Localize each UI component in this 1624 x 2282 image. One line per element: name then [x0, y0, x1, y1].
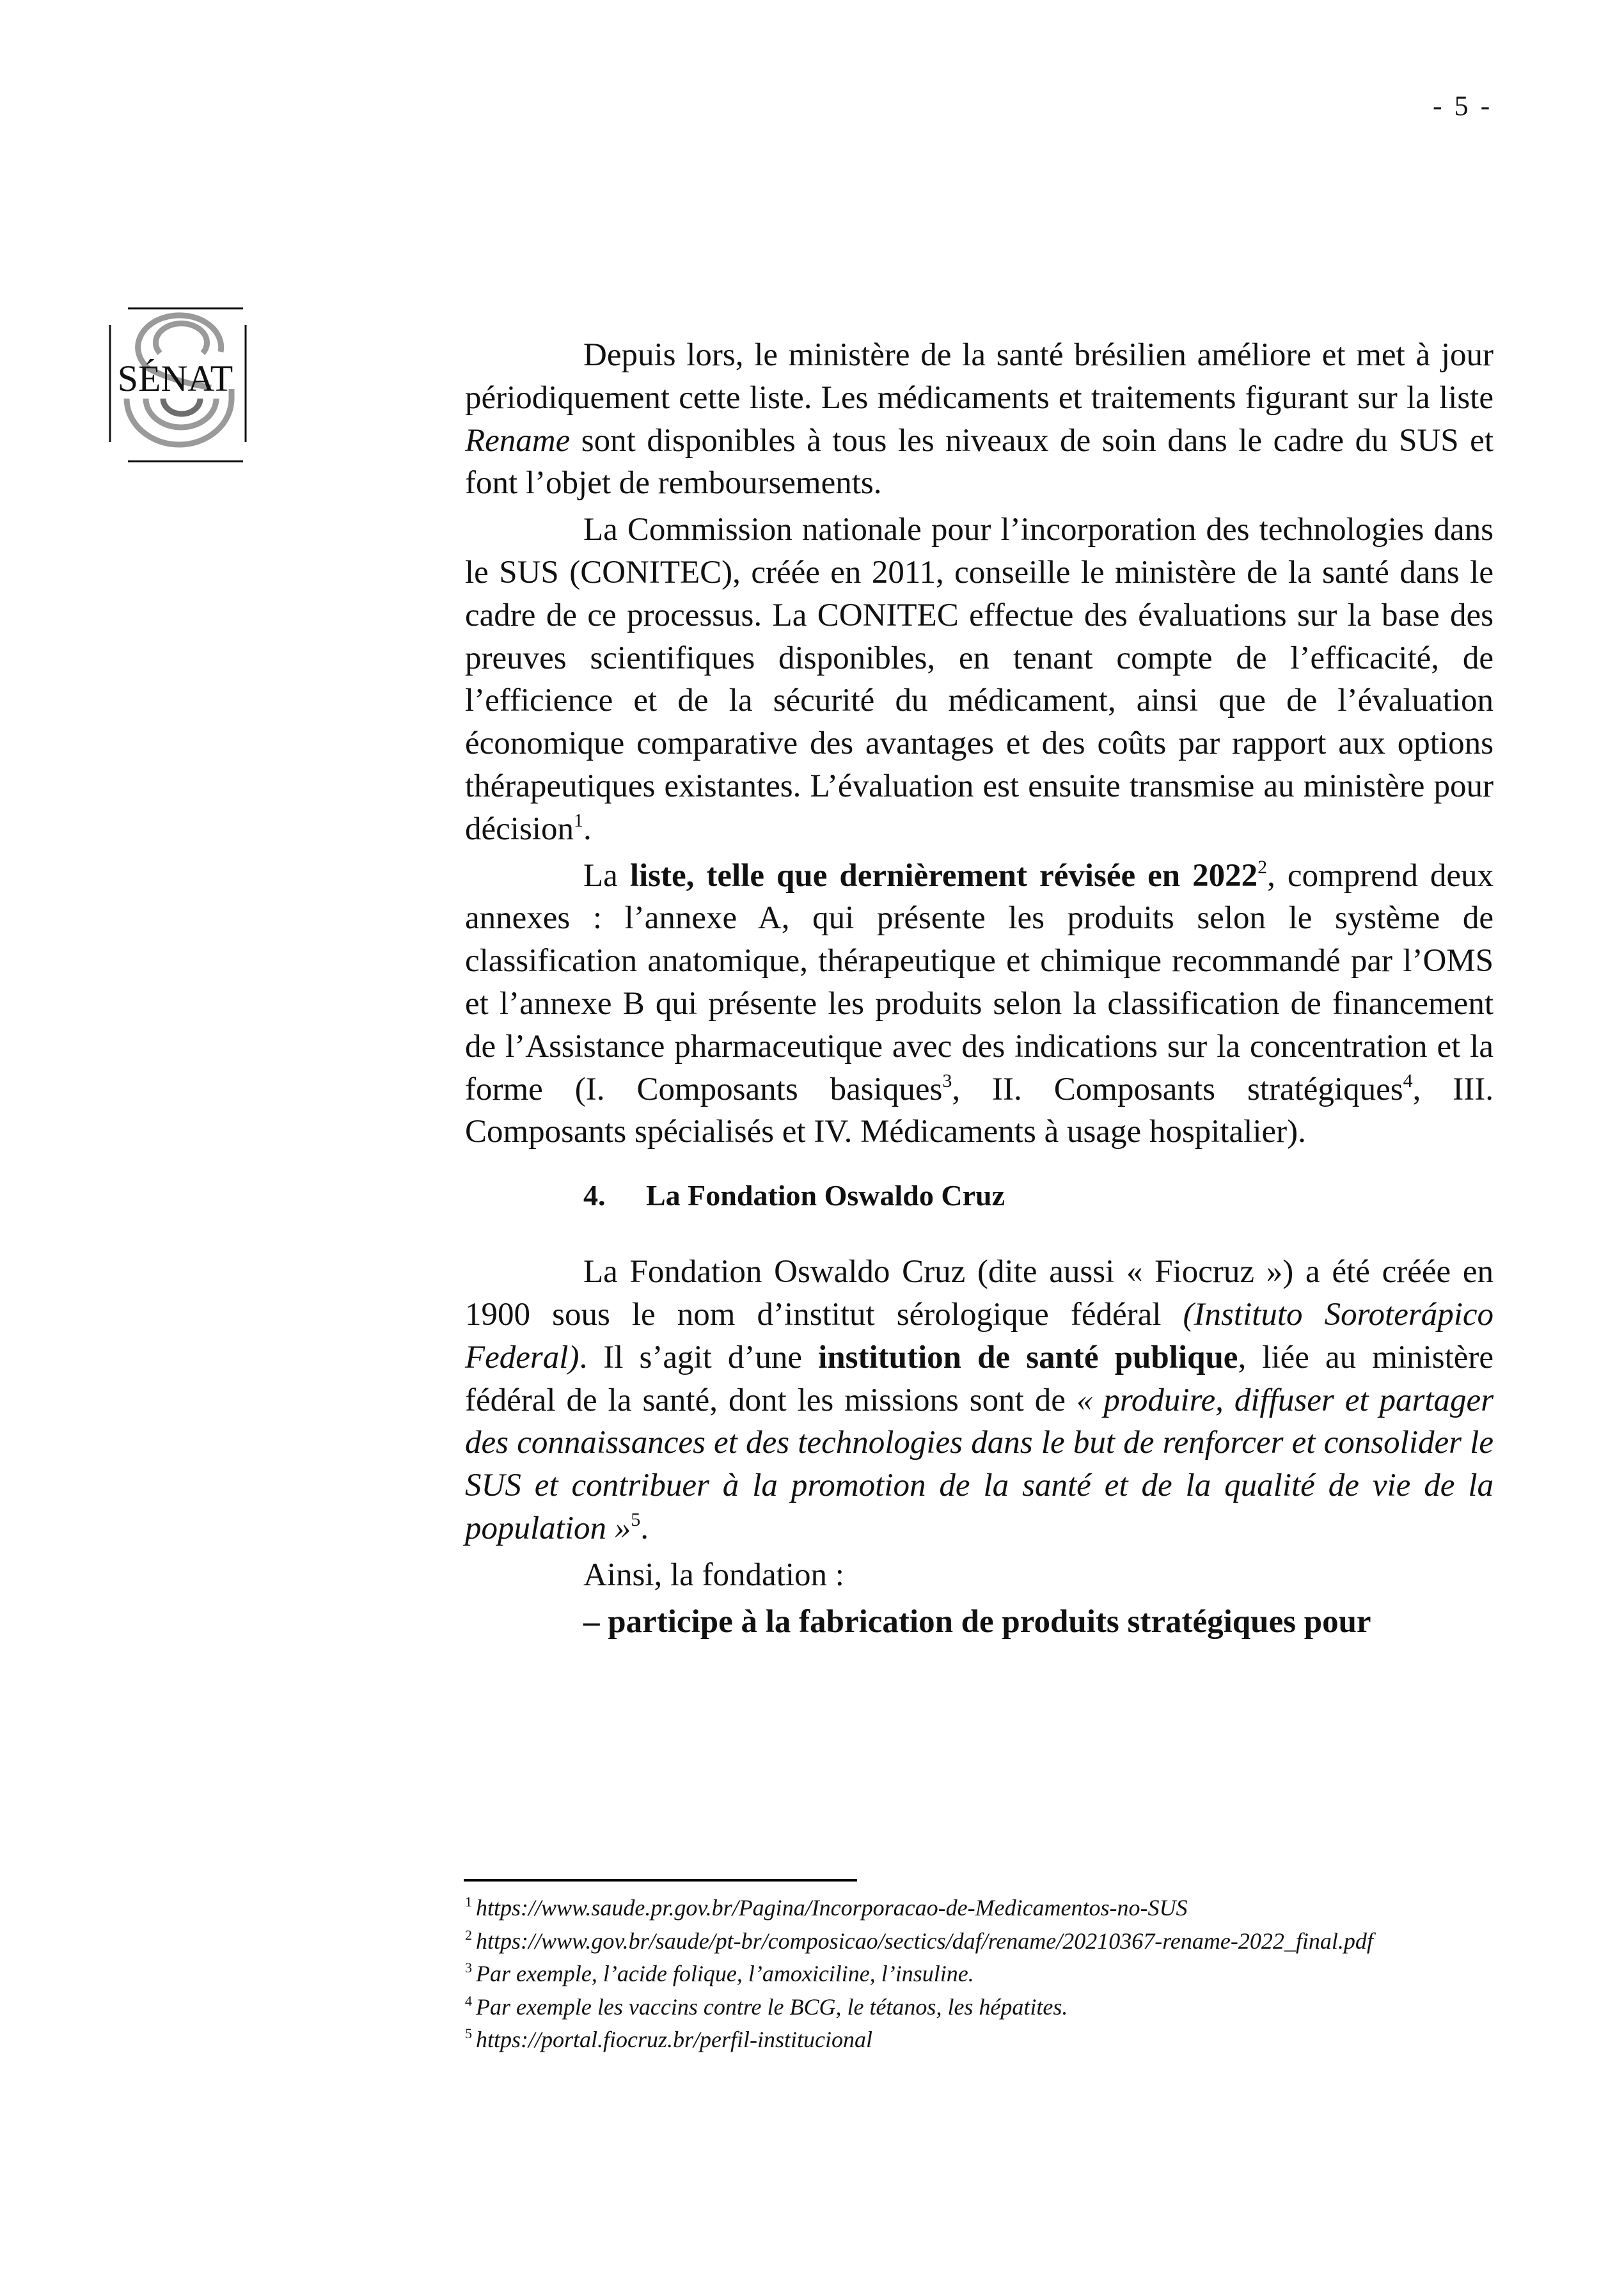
paragraph-rename-list: Depuis lors, le ministère de la santé brésilien améliore et met à jour périodiquement cette liste. Les médicaments et traitements figurant sur la liste Rename sont disponibles à tous les niveaux de soin dans le cadre du SUS et font l’objet de remboursements. [465, 337, 1494, 502]
footnote-4: $^4$ Par exemple les vaccins contre le BCG, le tétanos, les hépatites. [465, 1992, 1068, 2020]
paragraph-ainsi: Ainsi, la fondation : [583, 1557, 844, 1593]
italic-mission-quote: « produire, diffuser et partager des connaissances et des technologies dans le but de renforcer et consolider le SUS et contribuer à la promotion de la santé et de la qualité de vie de la population » [465, 1382, 1494, 1546]
footnotes [465, 1892, 1501, 2057]
footnote-2: $^2$ https://www.gov.br/saude/pt-br/composicao/sectics/daf/rename/20210367-rename-2022_final.pdf [465, 1926, 1373, 1954]
footnote-ref-1[interactable]: 1 [573, 809, 583, 831]
footnote-ref-2[interactable]: 2 [1257, 856, 1268, 878]
senat-logo [96, 306, 251, 466]
footnote-ref-5[interactable]: 5 [631, 1509, 641, 1530]
bullet-item-1: – participe à la fabrication de produits stratégiques pour [583, 1603, 1371, 1640]
section-number: 4. [583, 1179, 606, 1212]
footnote-link-5[interactable]: https://portal.fiocruz.br/perfil-institucional [476, 2027, 873, 2052]
page-number: - 5 - [1433, 90, 1493, 122]
footnote-link-1[interactable]: https://www.saude.pr.gov.br/Pagina/Incorporacao-de-Medicamentos-no-SUS [476, 1895, 1188, 1921]
footnote-ref-4[interactable]: 4 [1403, 1070, 1413, 1091]
footnote-5: $^5$ https://portal.fiocruz.br/perfil-institucional [465, 2025, 873, 2052]
bold-institution: institution de santé publique [818, 1339, 1238, 1375]
italic-rename: Rename [465, 422, 571, 459]
paragraph-fiocruz: La Fondation Oswaldo Cruz (dite aussi « Fiocruz ») a été créée en 1900 sous le nom d’institut sérologique fédéral (Instituto Soroterápico Federal). Il s’agit d’une institution de santé publique, liée au ministère fédéral de la santé, dont les missions sont de « produire, diffuser et partager des connaissances et des technologies dans le but de renforcer et consolider le SUS et contribuer à la promotion de la santé et de la qualité de vie de la population »$^5$. [465, 1254, 1494, 1546]
document-body [465, 334, 1494, 1643]
bold-list-revision: liste, telle que dernièrement révisée en 2022 [629, 857, 1258, 894]
footnote-3: $^3$ Par exemple, l’acide folique, l’amoxiciline, l’insuline. [465, 1960, 974, 1986]
footnote-ref-3[interactable]: 3 [942, 1070, 952, 1091]
footnote-separator [464, 1879, 857, 1882]
section-title: La Fondation Oswaldo Cruz [646, 1179, 1005, 1212]
paragraph-list-2022: La liste, telle que dernièrement révisée en 2022$^2$, comprend deux annexes : l’annexe A, qui présente les produits selon le système de classification anatomique, thérapeutique et chimique recommandé par l’OMS et l’annexe B qui présente les produits selon la classification de financement de l’Assistance pharmaceutique avec des indications sur la concentration et la forme (I. Composants basiques$^3$, II. Composants stratégiques$^4$, III. Composants spécialisés et IV. Médicaments à usage hospitalier). [465, 856, 1494, 1150]
svg-text:SÉNAT: SÉNAT [117, 358, 233, 399]
senat-logo-icon [96, 306, 251, 466]
footnote-1: $^1$ https://www.saude.pr.gov.br/Pagina/Incorporacao-de-Medicamentos-no-SUS [465, 1894, 1188, 1921]
italic-instituto: (Instituto Soroterápico Federal) [465, 1296, 1494, 1375]
paragraph-conitec: La Commission nationale pour l’incorporation des technologies dans le SUS (CONITEC), créée en 2011, conseille le ministère de la santé dans le cadre de ce processus. La CONITEC effectue des évaluations sur la base des preuves scientifiques disponibles, en tenant compte de l’efficacité, de l’efficience et de la sécurité du médicament, ainsi que de l’évaluation économique comparative des avantages et des coûts par rapport aux options thérapeutiques existantes. L’évaluation est ensuite transmise au ministère pour décision$^1$. [465, 512, 1494, 847]
footnote-link-2[interactable]: https://www.gov.br/saude/pt-br/composicao/sectics/daf/rename/20210367-rename-2022_final.pdf [476, 1928, 1373, 1954]
section-heading [465, 1177, 1494, 1215]
